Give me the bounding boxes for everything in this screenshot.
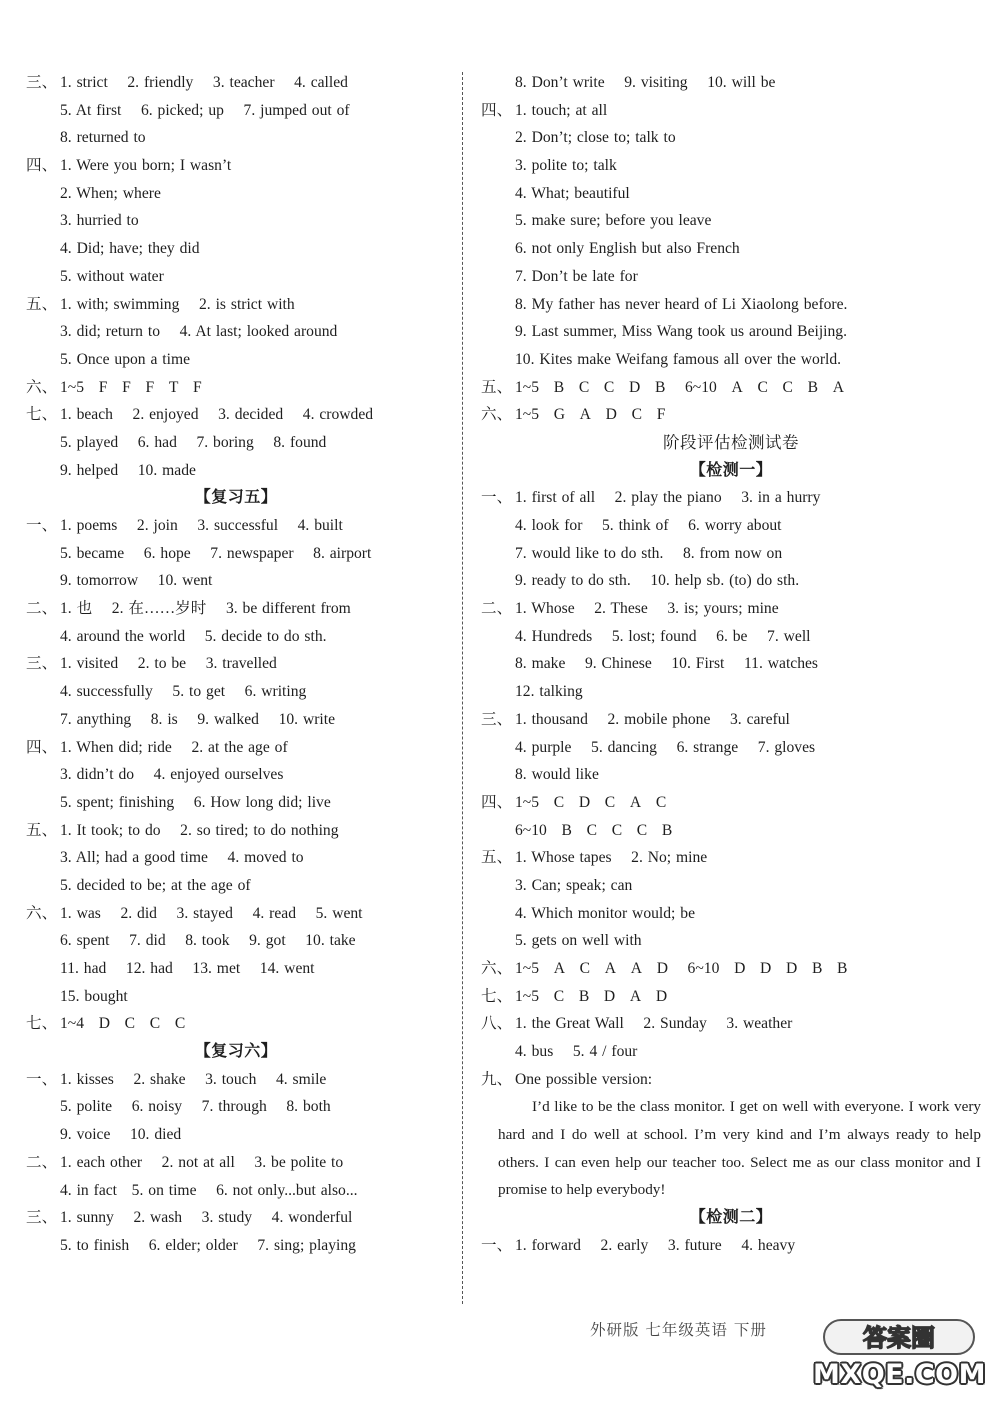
left-column [26, 69, 446, 1260]
answer-line [26, 263, 446, 291]
section-heading: 【检测一】 [689, 461, 773, 479]
answer-text: 3. did; return to 4. At last; looked around [60, 323, 338, 341]
answer-line [26, 1121, 446, 1149]
answer-line [481, 817, 981, 845]
answer-text: 3. All; had a good time 4. moved to [60, 849, 304, 867]
answer-text: 5. Once upon a time [60, 350, 191, 368]
section-heading: 【复习六】 [194, 1043, 278, 1061]
answer-text: 1~5 A C A A D 6~10 D D D B B [515, 960, 848, 977]
answer-text: 1. Whose tapes 2. No; mine [515, 849, 708, 867]
section-number: 二、 [481, 600, 513, 618]
answer-text: 8. Don’t write 9. visiting 10. will be [515, 74, 776, 91]
section-number: 六、 [481, 960, 513, 977]
answer-text: 1. visited 2. to be 3. travelled [60, 655, 277, 673]
answer-line [481, 567, 981, 595]
answer-line [481, 263, 981, 291]
answer-line [26, 235, 446, 263]
answer-line [26, 983, 446, 1011]
answer-text: 5. gets on well with [515, 932, 642, 950]
answer-line [481, 955, 981, 983]
answer-text: 1. When did; ride 2. at the age of [60, 738, 288, 756]
answer-line [481, 706, 981, 734]
section-number: 一、 [481, 489, 513, 507]
answer-text: 5. without water [60, 267, 164, 285]
section-number: 四、 [26, 157, 58, 175]
answer-line [481, 180, 981, 208]
answer-line [26, 429, 446, 457]
answer-line [481, 207, 981, 235]
answer-line [26, 927, 446, 955]
answer-line [481, 789, 981, 817]
answer-text: 3. Can; speak; can [515, 876, 633, 894]
section-number: 五、 [481, 378, 513, 396]
answer-line [26, 567, 446, 595]
answer-text: 3. hurried to [60, 212, 139, 230]
answer-line [26, 734, 446, 762]
answer-line [481, 983, 981, 1011]
answer-line [26, 180, 446, 208]
answer-text: 4. in fact 5. on time 6. not only...but also... [60, 1181, 358, 1199]
answer-line [26, 346, 446, 374]
answer-line [481, 900, 981, 928]
answer-line [26, 817, 446, 845]
answer-text: 1~5 F F F T F [60, 378, 202, 396]
answer-line [481, 512, 981, 540]
answer-line [26, 623, 446, 651]
answer-line [26, 872, 446, 900]
answer-line [481, 1066, 981, 1094]
answer-line [26, 207, 446, 235]
answer-line [26, 844, 446, 872]
answer-line [481, 540, 981, 568]
answer-text: 9. helped 10. made [60, 461, 196, 479]
answer-text: 6. not only English but also French [515, 240, 740, 258]
answer-line [481, 235, 981, 263]
answer-text: 8. make 9. Chinese 10. First 11. watches [515, 655, 818, 673]
answer-text: 1~5 C B D A D [515, 987, 668, 1005]
answer-line [481, 927, 981, 955]
answer-line [481, 291, 981, 319]
answer-text: 6. spent 7. did 8. took 9. got 10. take [60, 932, 356, 950]
answer-line [26, 678, 446, 706]
watermark-logo [816, 1314, 986, 1358]
answer-line [481, 318, 981, 346]
answer-line [26, 374, 446, 402]
answer-line [26, 318, 446, 346]
answer-text: 4. around the world 5. decide to do sth. [60, 627, 327, 645]
section-number: 七、 [26, 406, 58, 424]
answer-text: 1. touch; at all [515, 101, 608, 119]
section-number: 六、 [481, 406, 513, 424]
right-column [481, 69, 981, 1259]
answer-text: 1. thousand 2. mobile phone 3. careful [515, 710, 790, 728]
section-number: 四、 [481, 793, 513, 811]
answer-line [481, 844, 981, 872]
answer-text: 4. What; beautiful [515, 184, 630, 202]
answer-text: 1~5 B C C D B 6~10 A C C B A [515, 378, 844, 396]
answer-text: 1. forward 2. early 3. future 4. heavy [515, 1236, 796, 1254]
answer-text: 4. bus 5. 4 / four [515, 1043, 638, 1061]
answer-line [481, 1010, 981, 1038]
answer-text: 3. didn’t do 4. enjoyed ourselves [60, 766, 284, 784]
answer-line [481, 401, 981, 429]
answer-line [26, 152, 446, 180]
answer-text: 12. talking [515, 683, 583, 701]
answer-line [481, 484, 981, 512]
answer-text: 9. Last summer, Miss Wang took us around Beijing. [515, 323, 847, 341]
answer-line [26, 124, 446, 152]
answer-text: 1~5 G A D C F [515, 406, 666, 424]
section-number: 一、 [26, 517, 58, 534]
answer-text: 5. At first 6. picked; up 7. jumped out of [60, 101, 350, 119]
answer-text: 5. became 6. hope 7. newspaper 8. airport [60, 544, 372, 562]
answer-line [481, 650, 981, 678]
answer-text: 4. Hundreds 5. lost; found 6. be 7. well [515, 627, 811, 645]
section-number: 七、 [26, 1015, 58, 1033]
answer-line [26, 1232, 446, 1260]
answer-text: 4. Did; have; they did [60, 240, 200, 258]
section-number: 二、 [26, 600, 58, 618]
answer-text: 1~4 D C C C [60, 1015, 186, 1033]
answer-line [26, 761, 446, 789]
section-number: 八、 [481, 1015, 513, 1033]
answer-line [26, 1177, 446, 1205]
answer-line [26, 1010, 446, 1038]
page-footer: 外研版 七年级英语 下册 [590, 1321, 767, 1339]
answer-line [481, 623, 981, 651]
answer-text: 5. spent; finishing 6. How long did; live [60, 793, 331, 811]
watermark-logo-text: 答案圈 [863, 1324, 935, 1352]
answer-text: 4. Which monitor would; be [515, 904, 695, 922]
answer-text: 9. ready to do sth. 10. help sb. (to) do sth. [515, 572, 800, 590]
answer-line [481, 97, 981, 125]
answer-line [26, 650, 446, 678]
section-heading: 【检测二】 [689, 1208, 773, 1226]
section-number: 三、 [26, 74, 58, 91]
answer-line [26, 595, 446, 623]
answer-text: 1. with; swimming 2. is strict with [60, 295, 295, 313]
answer-text: 4. purple 5. dancing 6. strange 7. gloves [515, 738, 816, 756]
answer-text: 2. Don’t; close to; talk to [515, 129, 676, 147]
answer-text: 5. played 6. had 7. boring 8. found [60, 433, 327, 451]
section-number: 六、 [26, 378, 58, 396]
section-number: 一、 [26, 1070, 58, 1088]
section-number: 三、 [26, 1209, 58, 1227]
answer-text: 6~10 B C C C B [515, 821, 673, 839]
answer-line [481, 124, 981, 152]
answer-line [26, 457, 446, 485]
answer-text: 1. was 2. did 3. stayed 4. read 5. went [60, 904, 363, 922]
answer-text: 1. kisses 2. shake 3. touch 4. smile [60, 1070, 327, 1088]
site-watermark [812, 1314, 988, 1394]
section-number: 九、 [481, 1070, 513, 1088]
answer-text: 1. beach 2. enjoyed 3. decided 4. crowded [60, 406, 374, 424]
section-number: 七、 [481, 987, 513, 1005]
answer-text: 5. to finish 6. elder; older 7. sing; playing [60, 1236, 356, 1254]
section-number: 五、 [481, 849, 513, 867]
answer-text: 7. anything 8. is 9. walked 10. write [60, 710, 335, 728]
answer-line [26, 540, 446, 568]
section-number: 四、 [481, 101, 513, 119]
answer-line [481, 1232, 981, 1260]
section-number: 四、 [26, 738, 58, 756]
watermark-text: MXQE.COM [813, 1359, 986, 1390]
sample-essay: I’d like to be the class monitor. I get on well with everyone. I work very hard and I do well at school. I’m very kind and I’m always ready to help others. I can even help our teacher too. Select me as our class monitor and I promise to help everybody! [498, 1098, 981, 1199]
answer-line [26, 1066, 446, 1094]
answer-text: 1. the Great Wall 2. Sunday 3. weather [515, 1015, 793, 1033]
answer-text: 1. Were you born; I wasn’t [60, 157, 232, 175]
answer-line [26, 401, 446, 429]
section-number: 五、 [26, 295, 58, 313]
section-number: 一、 [481, 1236, 513, 1254]
answer-line [481, 678, 981, 706]
column-divider [462, 72, 463, 1304]
answer-text: 1. first of all 2. play the piano 3. in a hurry [515, 489, 821, 507]
answer-line [481, 346, 981, 374]
answer-text: 5. decided to be; at the age of [60, 876, 251, 894]
answer-text: 1. each other 2. not at all 3. be polite to [60, 1153, 344, 1171]
answer-line [26, 1149, 446, 1177]
section-number: 二、 [26, 1153, 58, 1171]
answer-text: 7. Don’t be late for [515, 267, 638, 285]
answer-text: 9. tomorrow 10. went [60, 572, 213, 590]
answer-text: 5. make sure; before you leave [515, 212, 712, 230]
answer-text: 4. look for 5. think of 6. worry about [515, 517, 782, 534]
answer-line [26, 900, 446, 928]
answer-line [481, 734, 981, 762]
answer-text: 1. Whose 2. These 3. is; yours; mine [515, 600, 779, 618]
answer-text: 7. would like to do sth. 8. from now on [515, 544, 783, 562]
answer-text: 2. When; where [60, 184, 161, 202]
section-number: 五、 [26, 821, 58, 839]
answer-text: 1. It took; to do 2. so tired; to do nothing [60, 821, 339, 839]
answer-line [481, 872, 981, 900]
section-heading: 【复习五】 [194, 489, 278, 507]
answer-text: 1. poems 2. join 3. successful 4. built [60, 517, 343, 534]
answer-line [26, 97, 446, 125]
answer-line [481, 761, 981, 789]
answer-text: 5. polite 6. noisy 7. through 8. both [60, 1098, 331, 1116]
answer-line [26, 955, 446, 983]
answer-line [481, 1038, 981, 1066]
answer-text: 11. had 12. had 13. met 14. went [60, 960, 315, 977]
answer-line [26, 1093, 446, 1121]
section-title: 阶段评估检测试卷 [663, 432, 799, 452]
answer-line [26, 291, 446, 319]
answer-text: One possible version: [515, 1070, 653, 1088]
answer-text: 1~5 C D C A C [515, 793, 667, 811]
answer-text: 1. strict 2. friendly 3. teacher 4. called [60, 74, 348, 91]
answer-text: 1. 也 2. 在……岁时 3. be different from [60, 600, 351, 618]
answer-text: 8. returned to [60, 129, 146, 147]
answer-line [481, 374, 981, 402]
section-number: 六、 [26, 904, 58, 922]
answer-line [481, 69, 981, 97]
answer-line [26, 706, 446, 734]
answer-text: 10. Kites make Weifang famous all over the world. [515, 350, 842, 368]
answer-text: 9. voice 10. died [60, 1126, 182, 1144]
answer-line [26, 789, 446, 817]
answer-text: 3. polite to; talk [515, 157, 617, 175]
answer-line [481, 595, 981, 623]
answer-text: 15. bought [60, 987, 128, 1005]
answer-line [26, 1204, 446, 1232]
answer-line [26, 69, 446, 97]
answer-line [26, 512, 446, 540]
answer-line [481, 152, 981, 180]
section-number: 三、 [481, 710, 513, 728]
answer-text: 8. My father has never heard of Li Xiaolong before. [515, 295, 848, 313]
section-number: 三、 [26, 655, 58, 673]
answer-text: 1. sunny 2. wash 3. study 4. wonderful [60, 1209, 353, 1227]
answer-text: 4. successfully 5. to get 6. writing [60, 683, 307, 701]
answer-text: 8. would like [515, 766, 599, 784]
